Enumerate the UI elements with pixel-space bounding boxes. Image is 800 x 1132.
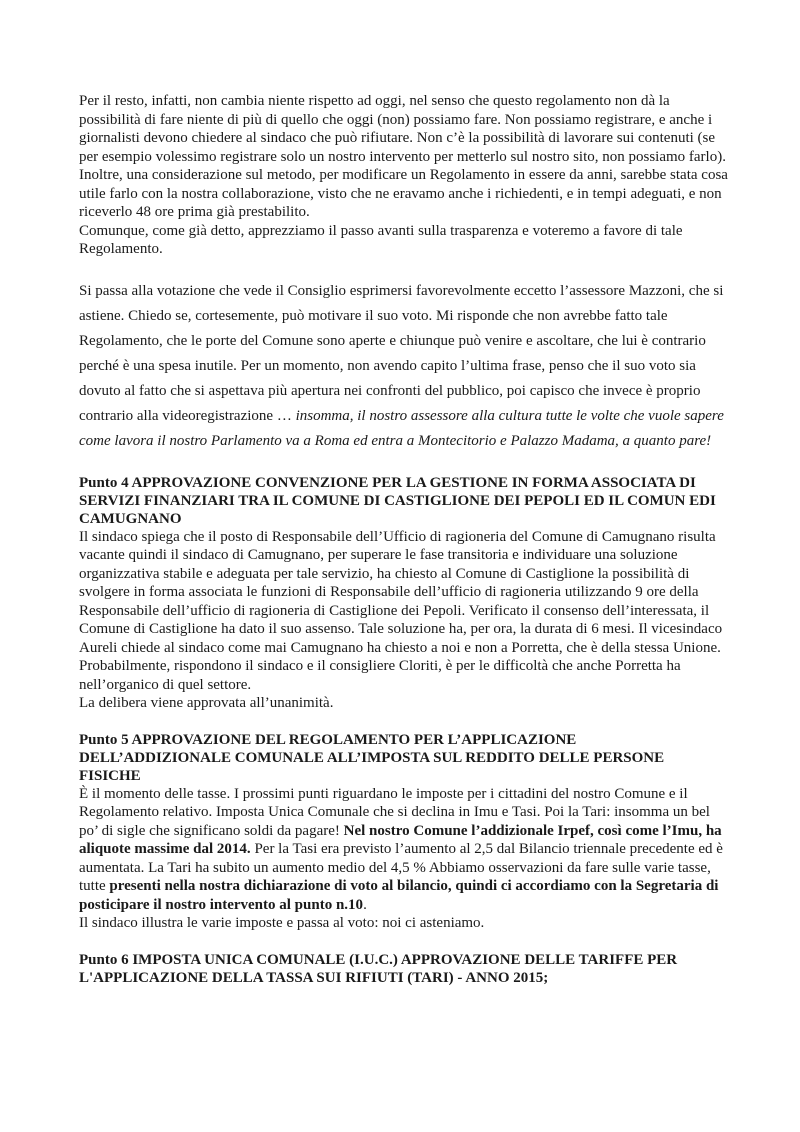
intro-paragraph-2: Inoltre, una considerazione sul metodo, per modificare un Regolamento in essere da anni, sarebbe stata cosa utile farlo con la nostra collaborazione, visto che ne eravamo anche i richiedenti, e in tempi adeguati, e non riceverlo 48 ore prima già prestabilito. bbox=[79, 167, 728, 220]
punto-4-result: La delibera viene approvata all’unanimità. bbox=[79, 695, 334, 711]
punto-4-heading: Punto 4 APPROVAZIONE CONVENZIONE PER LA GESTIONE IN FORMA ASSOCIATA DI SERVIZI FINANZIARI TRA IL COMUNE DI CASTIGLIONE DEI PEPOLI ED IL COMUN EDI CAMUGNANO bbox=[79, 474, 716, 527]
vote-text: Si passa alla votazione che vede il Consiglio esprimersi favorevolmente eccetto l’assessore Mazzoni, che si astiene. Chiedo se, cortesemente, può motivare il suo voto. Mi risponde che non avrebbe fatto tale Regolamento, che le porte del Comune sono aperte e chiunque può venire e ascoltare, che lui è contrario perché è una spesa inutile. Per un momento, non avendo capito l’ultima frase, penso che il suo voto sia dovuto al fatto che si aspettava più apertura nei confronti del pubblico, poi capisco che invece è proprio contrario alla videoregistrazione … bbox=[79, 282, 724, 424]
punto-5-bold-a: Nel nostro Comune l’addizionale Irpef, così come l’Imu, ha aliquote massime dal 2014. bbox=[79, 822, 722, 857]
punto-5-heading: Punto 5 APPROVAZIONE DEL REGOLAMENTO PER L’APPLICAZIONE DELL’ADDIZIONALE COMUNALE ALL’IMPOSTA SUL REDDITO DELLE PERSONE FISICHE bbox=[79, 731, 665, 784]
punto-5-bold-b: presenti nella nostra dichiarazione di voto al bilancio, quindi ci accordiamo con la Segretaria di posticipare il nostro intervento al punto n.10 bbox=[79, 878, 719, 913]
intro-paragraph-3: Comunque, come già detto, apprezziamo il passo avanti sulla trasparenza e voteremo a favore di tale Regolamento. bbox=[79, 222, 683, 257]
punto-5-text-b: Per la Tasi era previsto l’aumento al 2,5 dal Bilancio triennale precedente ed è aumentata. La Tari ha subito un aumento medio del 4,5 % Abbiamo osservazioni da fare sulle varie tasse, tutte bbox=[79, 841, 723, 894]
punto-5-text-c: . bbox=[363, 896, 367, 913]
punto-4-body: Il sindaco spiega che il posto di Responsabile dell’Ufficio di ragioneria del Comune di Camugnano risulta vacante quindi il sindaco di Camugnano, per superare le fase transitoria e individuare una soluzione organizzativa stabile e adeguata per tale servizio, ha chiesto al Comune di Castiglione la possibilità di svolgere in forma associata le funzioni di Responsabile dell’ufficio di ragioneria utilizzando 9 ore della Responsabile dell’ufficio di ragioneria di Castiglione dei Pepoli. Verificato il consenso dell’interessata, il Comune di Castiglione ha dato il suo assenso. Tale soluzione ha, per ora, la durata di 6 mesi. Il vicesindaco Aureli chiede al sindaco come mai Camugnano ha chiesto a noi e non a Porretta, che è della stessa Unione. Probabilmente, rispondono il sindaco e il consigliere Cloriti, è per le difficoltà che anche Porretta ha nell’organico di quel settore. bbox=[79, 528, 723, 693]
document-page bbox=[79, 92, 729, 987]
intro-paragraph-1: Per il resto, infatti, non cambia niente rispetto ad oggi, nel senso che questo regolamento non dà la possibilità di fare niente di più di quello che oggi (non) possiamo fare. Non possiamo registrare, e anche i giornalisti devono chiedere al sindaco che può rifiutare. Non c’è la possibilità di lavorare sui contenuti (se per esempio volessimo registrare solo un nostro intervento per metterlo sul nostro sito, non possiamo farlo). bbox=[79, 93, 726, 165]
punto-6-heading: Punto 6 IMPOSTA UNICA COMUNALE (I.U.C.) APPROVAZIONE DELLE TARIFFE PER L'APPLICAZIONE DELLA TASSA SUI RIFIUTI (TARI) - ANNO 2015; bbox=[79, 951, 678, 986]
vote-paragraph bbox=[79, 279, 729, 454]
vote-italic-comment: insomma, il nostro assessore alla cultura tutte le volte che vuole sapere come lavora il nostro Parlamento va a Roma ed entra a Montecitorio e Palazzo Madama, a quanto pare! bbox=[79, 407, 724, 449]
punto-5-text-a: È il momento delle tasse. I prossimi punti riguardano le imposte per i cittadini del nostro Comune e il Regolamento relativo. Imposta Unica Comunale che si declina in Imu e Tasi. Poi la Tari: insomma un bel po’ di sigle che significano soldi da pagare! bbox=[79, 785, 710, 839]
punto-5-result: Il sindaco illustra le varie imposte e passa al voto: noi ci asteniamo. bbox=[79, 915, 485, 931]
punto-5-body bbox=[79, 785, 729, 915]
